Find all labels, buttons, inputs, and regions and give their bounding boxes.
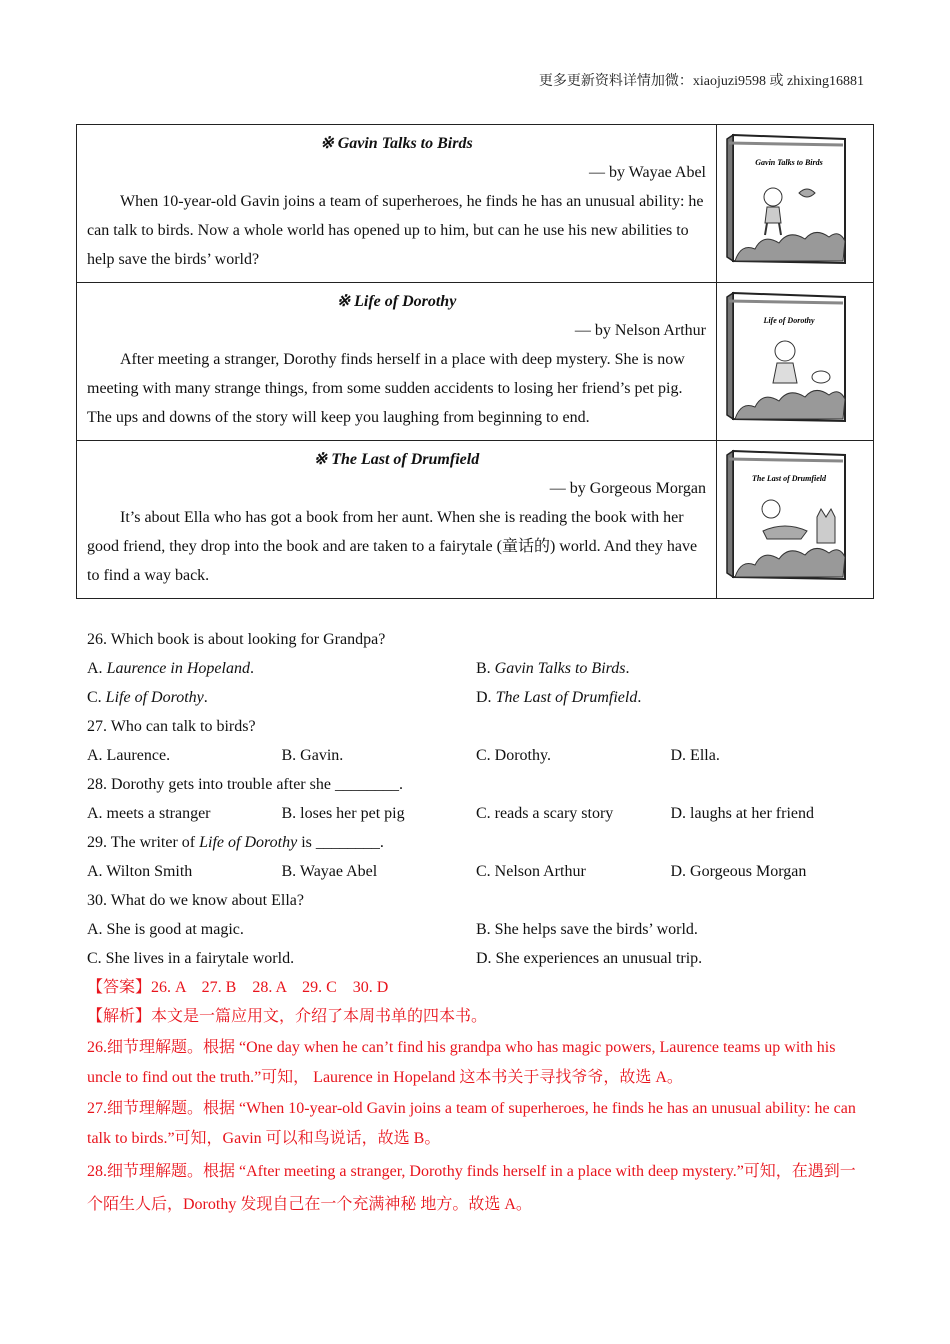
question-stem: 28. Dorothy gets into trouble after she ________. [87, 776, 403, 793]
option-a: A. Laurence. [87, 747, 171, 764]
option-a: A. Laurence in Hopeland. [87, 660, 254, 677]
options-row [87, 857, 867, 886]
book-row [77, 441, 874, 599]
option-c: C. reads a scary story [476, 805, 614, 822]
cover-title: Life of Dorothy [763, 316, 815, 325]
reference-mark: ※ [320, 135, 334, 152]
option-b: B. loses her pet pig [281, 805, 405, 822]
explanation-28: 28.细节理解题。根据 “After meeting a stranger, Dorothy finds herself in a place with deep mystery.”可知，在遇到一个陌生人后，Dorothy 发现自己在一个充满神秘 地方。故选 A。 [87, 1162, 856, 1213]
options-row [87, 741, 867, 770]
book-cover-cell [717, 283, 874, 441]
book-title [87, 445, 706, 474]
option-d: D. She experiences an unusual trip. [476, 950, 703, 967]
header-note: 更多更新资料详情加微：xiaojuzi9598 或 zhixing16881 [538, 74, 864, 89]
book-row [77, 125, 874, 283]
options-row [87, 915, 867, 944]
explanation-26: 26.细节理解题。根据 “One day when he can’t find his grandpa who has magic powers, Laurence teams up with his uncle to find out the truth.”可知， Laurence in Hopeland 这本书关于寻找爷爷，故选 A。 [87, 1038, 836, 1086]
book-title-text: Life of Dorothy [354, 293, 457, 310]
options-row [87, 683, 867, 712]
option-c: C. Life of Dorothy. [87, 689, 208, 706]
reference-mark: ※ [313, 451, 328, 468]
option-b: B. She helps save the birds’ world. [476, 921, 698, 938]
book-title-text: Gavin Talks to Birds [337, 135, 473, 152]
question-stem: 26. Which book is about looking for Grandpa? [87, 631, 386, 648]
answer-key: 【答案】26. A 27. B 28. A 29. C 30. D [87, 979, 389, 996]
book-author: — by Nelson Arthur [574, 322, 706, 339]
book-title [87, 129, 706, 158]
option-a: A. She is good at magic. [87, 921, 244, 938]
book-description: After meeting a stranger, Dorothy finds herself in a place with deep mystery. She is now meeting with many strange things, from some sudden accidents to losing her friend’s pet pig. The ups and downs of the story will keep you laughing from beginning to end. [87, 351, 685, 426]
book-title [87, 287, 706, 316]
reference-mark: ※ [336, 293, 351, 310]
option-c: C. Dorothy. [476, 747, 551, 764]
question-stem: 29. The writer of Life of Dorothy is ________. [87, 834, 384, 851]
book-cover-image [725, 289, 849, 423]
option-d: D. Ella. [670, 747, 720, 764]
book-list-table [76, 124, 874, 599]
option-c: C. She lives in a fairytale world. [87, 950, 295, 967]
option-c: C. Nelson Arthur [476, 863, 586, 880]
book-cover-cell [717, 441, 874, 599]
book-row [77, 283, 874, 441]
book-author: — by Gorgeous Morgan [549, 480, 706, 497]
cover-title: Gavin Talks to Birds [755, 158, 823, 167]
explanation-27: 27.细节理解题。根据 “When 10-year-old Gavin joins a team of superheroes, he finds he has an unusual ability: he can talk to birds.”可知，Gavin 可以和鸟说话，故选 B。 [87, 1099, 856, 1147]
book-description: It’s about Ella who has got a book from her aunt. When she is reading the book with her good friend, they drop into the book and are taken to a fairytale (童话的) world. And they have to find a way back. [87, 509, 698, 584]
option-d: D. Gorgeous Morgan [670, 863, 807, 880]
options-row [87, 944, 867, 973]
option-d: D. laughs at her friend [670, 805, 815, 822]
book-text-cell [77, 283, 717, 441]
book-cover-cell [717, 125, 874, 283]
analysis: 【解析】本文是一篇应用文，介绍了本周书单的四本书。 [87, 1008, 488, 1025]
options-row [87, 654, 867, 683]
option-b: B. Gavin Talks to Birds. [476, 660, 630, 677]
book-cover-image [725, 447, 849, 581]
book-text-cell [77, 125, 717, 283]
option-b: B. Gavin. [281, 747, 344, 764]
book-title-text: The Last of Drumfield [331, 451, 480, 468]
book-author: — by Wayae Abel [588, 164, 706, 181]
questions-section [87, 625, 867, 1221]
option-d: D. The Last of Drumfield. [476, 689, 642, 706]
question-stem: 27. Who can talk to birds? [87, 718, 256, 735]
option-a: A. meets a stranger [87, 805, 211, 822]
book-description: When 10-year-old Gavin joins a team of superheroes, he finds he has an unusual ability: he can talk to birds. Now a whole world has opened up to him, but can he use his new abilities to help save the birds’ world? [87, 193, 704, 268]
book-cover-image [725, 131, 849, 265]
option-a: A. Wilton Smith [87, 863, 193, 880]
options-row [87, 799, 867, 828]
question-stem: 30. What do we know about Ella? [87, 892, 304, 909]
option-b: B. Wayae Abel [281, 863, 378, 880]
cover-title: The Last of Drumfield [752, 474, 826, 483]
book-text-cell [77, 441, 717, 599]
